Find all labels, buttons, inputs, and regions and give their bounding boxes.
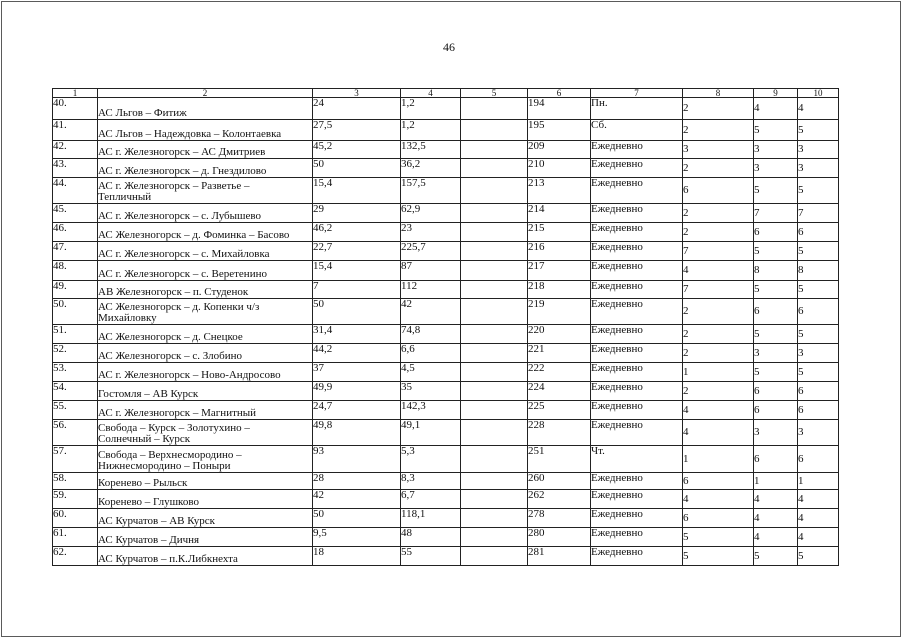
route-name: АС г. Железногорск – с. Михайловка	[98, 242, 313, 261]
row-number: 45.	[53, 204, 98, 223]
col-5-value	[461, 509, 528, 528]
col-9-value: 5	[754, 547, 798, 566]
route-name: Коренево – Рыльск	[98, 473, 313, 490]
col-10-value: 5	[798, 281, 839, 299]
col-5-value	[461, 363, 528, 382]
col-4-value: 225,7	[401, 242, 461, 261]
col-9-value: 4	[754, 509, 798, 528]
route-name: АВ Железногорск – п. Студенок	[98, 281, 313, 299]
col-4-value: 55	[401, 547, 461, 566]
col-9-value: 5	[754, 120, 798, 141]
col-3-value: 50	[313, 159, 401, 178]
col-4-value: 6,7	[401, 490, 461, 509]
row-number: 61.	[53, 528, 98, 547]
col-8-value: 2	[683, 120, 754, 141]
col-4-value: 48	[401, 528, 461, 547]
col-9-value: 5	[754, 281, 798, 299]
col-4-value: 49,1	[401, 420, 461, 446]
col-7-value: Ежедневно	[591, 490, 683, 509]
col-6-value: 280	[528, 528, 591, 547]
table-row	[53, 547, 839, 566]
col-6-value: 218	[528, 281, 591, 299]
table-row	[53, 261, 839, 281]
col-4-value: 23	[401, 223, 461, 242]
col-8-value: 7	[683, 242, 754, 261]
table-row	[53, 159, 839, 178]
row-number: 60.	[53, 509, 98, 528]
table-row	[53, 204, 839, 223]
col-6-value: 224	[528, 382, 591, 401]
table-row	[53, 242, 839, 261]
col-8-value: 2	[683, 382, 754, 401]
col-8-value: 1	[683, 446, 754, 473]
col-7-value: Ежедневно	[591, 141, 683, 159]
col-8-value: 2	[683, 344, 754, 363]
col-3-value: 44,2	[313, 344, 401, 363]
col-9-value: 4	[754, 528, 798, 547]
col-10-value: 6	[798, 382, 839, 401]
row-number: 55.	[53, 401, 98, 420]
col-8-value: 2	[683, 325, 754, 344]
col-10-value: 3	[798, 420, 839, 446]
col-7-value: Ежедневно	[591, 178, 683, 204]
col-4-value: 118,1	[401, 509, 461, 528]
table-row	[53, 281, 839, 299]
column-header-9: 9	[754, 89, 798, 98]
col-8-value: 2	[683, 159, 754, 178]
col-9-value: 4	[754, 98, 798, 120]
col-3-value: 37	[313, 363, 401, 382]
table-row	[53, 178, 839, 204]
route-name: АС Железногорск – д. Фоминка – Басово	[98, 223, 313, 242]
col-9-value: 6	[754, 299, 798, 325]
col-6-value: 262	[528, 490, 591, 509]
table-header-row	[53, 89, 839, 98]
col-10-value: 1	[798, 473, 839, 490]
col-8-value: 2	[683, 299, 754, 325]
table-row	[53, 401, 839, 420]
col-5-value	[461, 547, 528, 566]
route-name: АС Льгов – Фитиж	[98, 98, 313, 120]
col-7-value: Ежедневно	[591, 473, 683, 490]
route-name: АС г. Железногорск – Разветье – Тепличный	[98, 178, 313, 204]
col-6-value: 194	[528, 98, 591, 120]
row-number: 52.	[53, 344, 98, 363]
table-row	[53, 344, 839, 363]
col-4-value: 142,3	[401, 401, 461, 420]
route-name: АС Курчатов – п.К.Либкнехта	[98, 547, 313, 566]
table-row	[53, 473, 839, 490]
col-8-value: 6	[683, 473, 754, 490]
col-3-value: 9,5	[313, 528, 401, 547]
col-4-value: 6,6	[401, 344, 461, 363]
col-7-value: Ежедневно	[591, 281, 683, 299]
col-7-value: Ежедневно	[591, 401, 683, 420]
column-header-5: 5	[461, 89, 528, 98]
col-6-value: 219	[528, 299, 591, 325]
table-row	[53, 528, 839, 547]
col-3-value: 28	[313, 473, 401, 490]
col-6-value: 221	[528, 344, 591, 363]
col-9-value: 6	[754, 401, 798, 420]
col-5-value	[461, 344, 528, 363]
col-10-value: 3	[798, 159, 839, 178]
col-4-value: 8,3	[401, 473, 461, 490]
col-7-value: Ежедневно	[591, 159, 683, 178]
col-7-value: Сб.	[591, 120, 683, 141]
col-10-value: 5	[798, 325, 839, 344]
col-10-value: 4	[798, 490, 839, 509]
row-number: 42.	[53, 141, 98, 159]
col-5-value	[461, 401, 528, 420]
row-number: 43.	[53, 159, 98, 178]
row-number: 47.	[53, 242, 98, 261]
col-3-value: 50	[313, 299, 401, 325]
table-row	[53, 363, 839, 382]
col-6-value: 225	[528, 401, 591, 420]
col-7-value: Ежедневно	[591, 547, 683, 566]
column-header-3: 3	[313, 89, 401, 98]
col-5-value	[461, 141, 528, 159]
col-5-value	[461, 98, 528, 120]
col-7-value: Ежедневно	[591, 509, 683, 528]
col-10-value: 4	[798, 528, 839, 547]
col-7-value: Ежедневно	[591, 204, 683, 223]
row-number: 58.	[53, 473, 98, 490]
col-6-value: 251	[528, 446, 591, 473]
table-row	[53, 382, 839, 401]
col-3-value: 42	[313, 490, 401, 509]
col-6-value: 220	[528, 325, 591, 344]
col-3-value: 24	[313, 98, 401, 120]
col-4-value: 1,2	[401, 120, 461, 141]
col-8-value: 2	[683, 98, 754, 120]
col-8-value: 7	[683, 281, 754, 299]
col-8-value: 1	[683, 363, 754, 382]
col-6-value: 215	[528, 223, 591, 242]
col-5-value	[461, 528, 528, 547]
col-7-value: Ежедневно	[591, 363, 683, 382]
col-5-value	[461, 178, 528, 204]
route-name: Гостомля – АВ Курск	[98, 382, 313, 401]
col-4-value: 132,5	[401, 141, 461, 159]
col-10-value: 6	[798, 223, 839, 242]
col-9-value: 6	[754, 446, 798, 473]
col-9-value: 5	[754, 178, 798, 204]
col-5-value	[461, 382, 528, 401]
row-number: 48.	[53, 261, 98, 281]
col-10-value: 5	[798, 547, 839, 566]
route-name: Свобода – Курск – Золотухино – Солнечный – Курск	[98, 420, 313, 446]
col-9-value: 3	[754, 159, 798, 178]
row-number: 62.	[53, 547, 98, 566]
col-8-value: 6	[683, 509, 754, 528]
col-3-value: 46,2	[313, 223, 401, 242]
col-5-value	[461, 281, 528, 299]
col-4-value: 42	[401, 299, 461, 325]
table-row	[53, 223, 839, 242]
column-header-6: 6	[528, 89, 591, 98]
col-5-value	[461, 446, 528, 473]
col-9-value: 5	[754, 325, 798, 344]
col-5-value	[461, 420, 528, 446]
table-row	[53, 98, 839, 120]
column-header-7: 7	[591, 89, 683, 98]
column-header-4: 4	[401, 89, 461, 98]
row-number: 40.	[53, 98, 98, 120]
col-3-value: 93	[313, 446, 401, 473]
col-7-value: Пн.	[591, 98, 683, 120]
col-8-value: 5	[683, 528, 754, 547]
col-4-value: 5,3	[401, 446, 461, 473]
row-number: 44.	[53, 178, 98, 204]
col-6-value: 195	[528, 120, 591, 141]
col-8-value: 2	[683, 223, 754, 242]
col-5-value	[461, 299, 528, 325]
col-9-value: 3	[754, 344, 798, 363]
col-4-value: 4,5	[401, 363, 461, 382]
col-7-value: Ежедневно	[591, 242, 683, 261]
route-name: АС г. Железногорск – Магнитный	[98, 401, 313, 420]
col-5-value	[461, 242, 528, 261]
route-name: АС г. Железногорск – д. Гнездилово	[98, 159, 313, 178]
col-10-value: 6	[798, 446, 839, 473]
col-9-value: 6	[754, 382, 798, 401]
row-number: 46.	[53, 223, 98, 242]
row-number: 59.	[53, 490, 98, 509]
col-10-value: 3	[798, 141, 839, 159]
table-row	[53, 325, 839, 344]
row-number: 53.	[53, 363, 98, 382]
row-number: 54.	[53, 382, 98, 401]
col-6-value: 217	[528, 261, 591, 281]
col-5-value	[461, 325, 528, 344]
col-10-value: 5	[798, 178, 839, 204]
col-5-value	[461, 159, 528, 178]
row-number: 56.	[53, 420, 98, 446]
col-5-value	[461, 204, 528, 223]
col-10-value: 4	[798, 509, 839, 528]
column-header-2: 2	[98, 89, 313, 98]
col-6-value: 260	[528, 473, 591, 490]
col-4-value: 62,9	[401, 204, 461, 223]
col-9-value: 5	[754, 363, 798, 382]
table-row	[53, 299, 839, 325]
col-7-value: Ежедневно	[591, 344, 683, 363]
col-6-value: 213	[528, 178, 591, 204]
table-row	[53, 446, 839, 473]
col-10-value: 6	[798, 401, 839, 420]
col-3-value: 27,5	[313, 120, 401, 141]
col-3-value: 15,4	[313, 261, 401, 281]
table-row	[53, 420, 839, 446]
col-9-value: 7	[754, 204, 798, 223]
col-7-value: Чт.	[591, 446, 683, 473]
col-4-value: 74,8	[401, 325, 461, 344]
col-8-value: 3	[683, 141, 754, 159]
route-name: АС Железногорск – д. Копенки ч/з Михайловку	[98, 299, 313, 325]
col-10-value: 5	[798, 242, 839, 261]
col-9-value: 8	[754, 261, 798, 281]
column-header-8: 8	[683, 89, 754, 98]
col-7-value: Ежедневно	[591, 528, 683, 547]
col-10-value: 4	[798, 98, 839, 120]
col-6-value: 210	[528, 159, 591, 178]
route-name: АС г. Железногорск – с. Веретенино	[98, 261, 313, 281]
route-name: Коренево – Глушково	[98, 490, 313, 509]
col-6-value: 209	[528, 141, 591, 159]
col-7-value: Ежедневно	[591, 325, 683, 344]
row-number: 41.	[53, 120, 98, 141]
table-row	[53, 509, 839, 528]
col-4-value: 112	[401, 281, 461, 299]
col-6-value: 216	[528, 242, 591, 261]
route-name: АС г. Железногорск – с. Лубышево	[98, 204, 313, 223]
col-7-value: Ежедневно	[591, 382, 683, 401]
col-3-value: 31,4	[313, 325, 401, 344]
row-number: 50.	[53, 299, 98, 325]
col-10-value: 7	[798, 204, 839, 223]
column-header-1: 1	[53, 89, 98, 98]
table-row	[53, 490, 839, 509]
col-8-value: 4	[683, 401, 754, 420]
col-3-value: 49,8	[313, 420, 401, 446]
routes-table	[52, 88, 839, 566]
col-8-value: 6	[683, 178, 754, 204]
route-name: АС Железногорск – с. Злобино	[98, 344, 313, 363]
col-5-value	[461, 490, 528, 509]
col-10-value: 3	[798, 344, 839, 363]
col-3-value: 15,4	[313, 178, 401, 204]
col-3-value: 50	[313, 509, 401, 528]
col-9-value: 6	[754, 223, 798, 242]
col-10-value: 8	[798, 261, 839, 281]
col-3-value: 7	[313, 281, 401, 299]
table-body	[53, 98, 839, 566]
col-6-value: 214	[528, 204, 591, 223]
table-row	[53, 141, 839, 159]
col-8-value: 5	[683, 547, 754, 566]
col-3-value: 29	[313, 204, 401, 223]
col-3-value: 22,7	[313, 242, 401, 261]
col-7-value: Ежедневно	[591, 223, 683, 242]
col-5-value	[461, 120, 528, 141]
col-3-value: 18	[313, 547, 401, 566]
col-8-value: 4	[683, 490, 754, 509]
route-name: Свобода – Верхнесмородино – Нижнесмородино – Поныри	[98, 446, 313, 473]
col-9-value: 5	[754, 242, 798, 261]
col-8-value: 4	[683, 420, 754, 446]
col-4-value: 1,2	[401, 98, 461, 120]
col-4-value: 87	[401, 261, 461, 281]
col-3-value: 24,7	[313, 401, 401, 420]
row-number: 51.	[53, 325, 98, 344]
route-name: АС Курчатов – АВ Курск	[98, 509, 313, 528]
col-3-value: 45,2	[313, 141, 401, 159]
col-6-value: 281	[528, 547, 591, 566]
route-name: АС Курчатов – Дичня	[98, 528, 313, 547]
col-8-value: 4	[683, 261, 754, 281]
row-number: 57.	[53, 446, 98, 473]
col-4-value: 35	[401, 382, 461, 401]
column-header-10: 10	[798, 89, 839, 98]
col-9-value: 3	[754, 141, 798, 159]
col-9-value: 3	[754, 420, 798, 446]
col-6-value: 278	[528, 509, 591, 528]
row-number: 49.	[53, 281, 98, 299]
col-4-value: 157,5	[401, 178, 461, 204]
col-9-value: 1	[754, 473, 798, 490]
col-6-value: 222	[528, 363, 591, 382]
col-5-value	[461, 261, 528, 281]
route-name: АС г. Железногорск – Ново-Андросово	[98, 363, 313, 382]
col-3-value: 49,9	[313, 382, 401, 401]
route-name: АС Льгов – Надеждовка – Колонтаевка	[98, 120, 313, 141]
col-9-value: 4	[754, 490, 798, 509]
col-10-value: 5	[798, 363, 839, 382]
col-8-value: 2	[683, 204, 754, 223]
col-5-value	[461, 473, 528, 490]
route-name: АС г. Железногорск – АС Дмитриев	[98, 141, 313, 159]
col-6-value: 228	[528, 420, 591, 446]
col-5-value	[461, 223, 528, 242]
col-7-value: Ежедневно	[591, 420, 683, 446]
col-10-value: 6	[798, 299, 839, 325]
route-name: АС Железногорск – д. Снецкое	[98, 325, 313, 344]
col-7-value: Ежедневно	[591, 261, 683, 281]
col-10-value: 5	[798, 120, 839, 141]
table-row	[53, 120, 839, 141]
col-4-value: 36,2	[401, 159, 461, 178]
page-number: 46	[443, 40, 455, 54]
col-7-value: Ежедневно	[591, 299, 683, 325]
